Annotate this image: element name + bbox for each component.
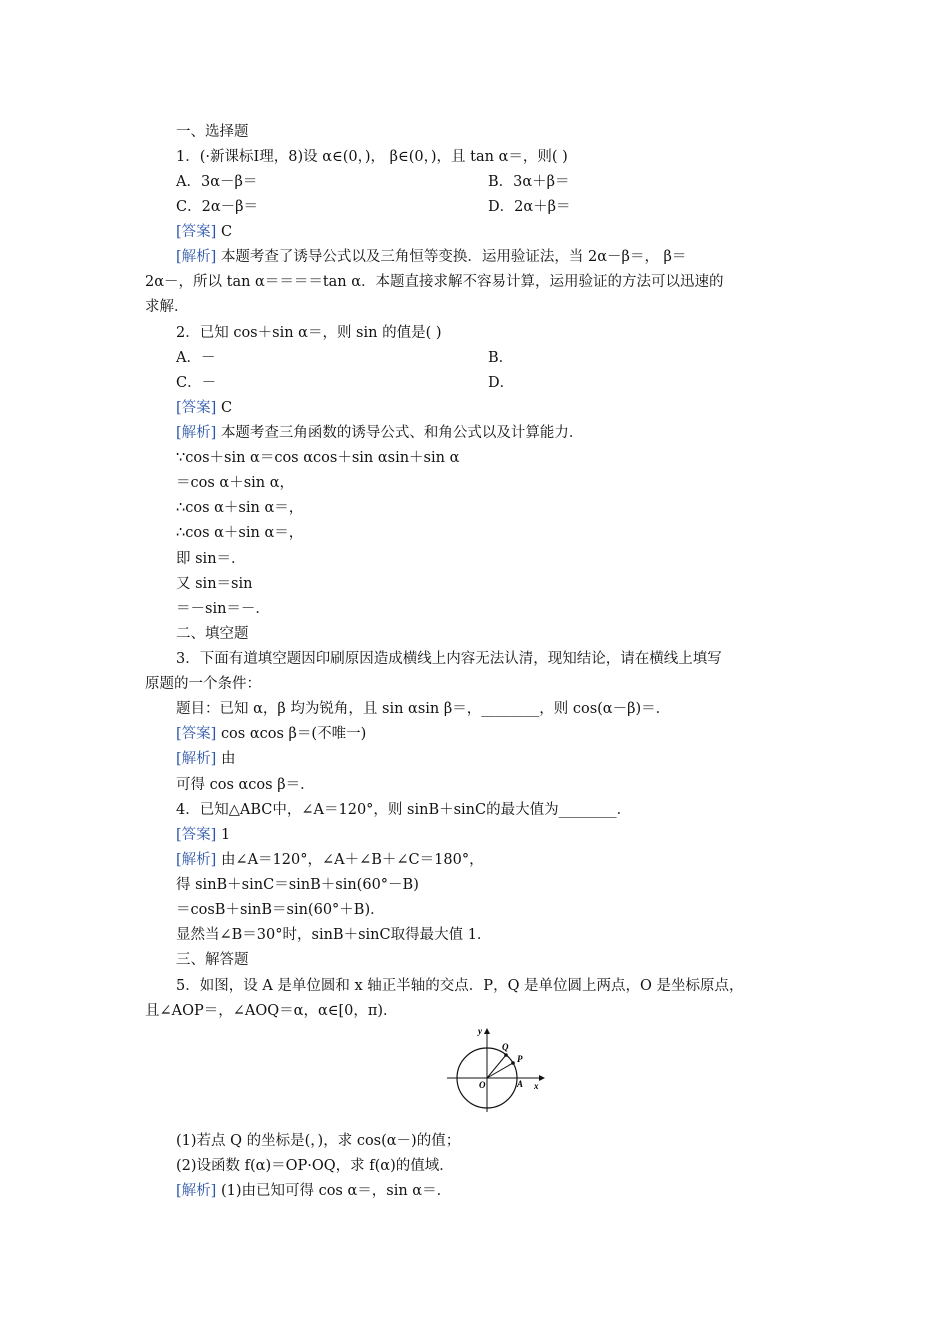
unit-circle-figure xyxy=(443,1022,549,1114)
text-line xyxy=(176,122,249,142)
text-line xyxy=(176,423,583,443)
line-text: 三、解答题 xyxy=(176,952,249,968)
point-p-label: P xyxy=(517,1054,523,1064)
line-text: 本题考查了诱导公式以及三角恒等变换．运用验证法，当 2α－β＝， β＝ xyxy=(220,249,687,265)
text-line xyxy=(488,197,571,217)
text-line xyxy=(176,147,568,167)
line-text: ＝cos α＋sin α， xyxy=(176,475,295,491)
line-text: 得 sinB＋sinC＝sinB＋sin(60°－B) xyxy=(176,877,419,893)
text-line xyxy=(176,1156,454,1176)
line-text: (1)由已知可得 cos α＝，sin α＝． xyxy=(220,1183,452,1199)
line-text: C．2α－β＝ xyxy=(176,199,258,215)
section-tag: [解析] xyxy=(176,249,217,265)
text-line xyxy=(176,724,366,744)
text-line xyxy=(145,272,724,292)
line-text: A．3α－β＝ xyxy=(176,174,258,190)
line-text: 由∠A＝120°，∠A＋∠B＋∠C＝180°， xyxy=(220,852,484,868)
text-line xyxy=(488,348,513,368)
line-text: D．2α＋β＝ xyxy=(488,199,571,215)
text-line xyxy=(176,1181,451,1201)
text-line xyxy=(176,549,246,569)
line-text: 5．如图，设 A 是单位圆和 x 轴正半轴的交点．P，Q 是单位圆上两点，O 是坐标原点， xyxy=(176,978,744,994)
line-text: B． xyxy=(488,350,514,366)
line-text: cos αcos β＝(不唯一) xyxy=(220,726,367,742)
line-text: C xyxy=(220,224,233,240)
line-text: ＝cosB＋sinB＝sin(60°＋B)． xyxy=(176,902,385,918)
line-text: (2)设函数 f(α)＝OP·OQ，求 f(α)的值域． xyxy=(176,1158,454,1174)
section-tag: [答案] xyxy=(176,400,217,416)
text-line xyxy=(145,1001,398,1021)
text-line xyxy=(145,297,189,317)
text-line xyxy=(176,950,249,970)
text-line xyxy=(176,850,484,870)
line-text: D． xyxy=(488,375,515,391)
line-text: (1)若点 Q 的坐标是(，)，求 cos(α－)的值； xyxy=(176,1133,461,1149)
line-text: 二、填空题 xyxy=(176,626,249,642)
line-text: ＝－sin＝－． xyxy=(176,601,270,617)
text-line xyxy=(176,775,315,795)
text-line xyxy=(176,624,249,644)
text-line xyxy=(176,323,442,343)
text-line xyxy=(176,875,419,895)
line-text: ∵cos＋sin α＝cos αcos＋sin αsin＋sin α xyxy=(176,450,460,466)
line-text: 1．(·新课标Ⅰ理，8)设 α∈(0，)， β∈(0，)，且 tan α＝，则( ) xyxy=(176,149,568,165)
text-line xyxy=(176,749,235,769)
line-text: 一、选择题 xyxy=(176,124,249,140)
x-axis-label: x xyxy=(534,1081,539,1091)
line-text: 可得 cos αcos β＝． xyxy=(176,777,315,793)
line-text: 4．已知△ABC中，∠A＝120°，则 sinB＋sinC的最大值为________． xyxy=(176,802,632,818)
line-text: 求解． xyxy=(145,299,189,315)
line-text: 即 sin＝． xyxy=(176,551,246,567)
text-line xyxy=(488,373,514,393)
section-tag: [答案] xyxy=(176,726,217,742)
text-line xyxy=(176,172,257,192)
text-line xyxy=(488,172,570,192)
section-tag: [解析] xyxy=(176,1183,217,1199)
text-line xyxy=(176,925,491,945)
text-line xyxy=(176,599,270,619)
origin-label: O xyxy=(479,1080,486,1090)
point-a-label: A xyxy=(517,1079,524,1089)
line-text: 由 xyxy=(220,751,236,767)
text-line xyxy=(176,398,232,418)
text-line xyxy=(176,498,303,518)
text-line xyxy=(176,574,252,594)
y-axis-label: y xyxy=(478,1026,482,1036)
text-line xyxy=(176,900,385,920)
line-text: 2．已知 cos＋sin α＝，则 sin 的值是( ) xyxy=(176,325,442,341)
text-line xyxy=(176,222,232,242)
line-text: 且∠AOP＝，∠AOQ＝α，α∈[0，π)． xyxy=(145,1003,398,1019)
line-text: C xyxy=(220,400,233,416)
line-text: A．－ xyxy=(176,350,216,366)
text-line xyxy=(176,448,459,468)
text-line xyxy=(176,373,216,393)
text-line xyxy=(145,674,261,694)
line-text: 本题考查三角函数的诱导公式、和角公式以及计算能力． xyxy=(220,425,584,441)
point-q-label: Q xyxy=(502,1042,509,1052)
text-line xyxy=(176,473,294,493)
section-tag: [解析] xyxy=(176,852,217,868)
text-line xyxy=(176,825,230,845)
line-text: B．3α＋β＝ xyxy=(488,174,570,190)
text-line xyxy=(176,348,215,368)
text-line xyxy=(176,649,722,669)
section-tag: [解析] xyxy=(176,425,217,441)
text-line xyxy=(176,247,686,267)
text-line xyxy=(176,699,670,719)
section-tag: [解析] xyxy=(176,751,217,767)
line-text: 3．下面有道填空题因印刷原因造成横线上内容无法认清，现知结论，请在横线上填写 xyxy=(176,651,722,667)
section-tag: [答案] xyxy=(176,224,217,240)
section-tag: [答案] xyxy=(176,827,217,843)
line-text: ∴cos α＋sin α＝， xyxy=(176,525,304,541)
text-line xyxy=(176,1131,460,1151)
text-line xyxy=(176,800,631,820)
line-text: 题目：已知 α，β 均为锐角，且 sin αsin β＝，________，则 cos(α－β)＝． xyxy=(176,701,671,717)
line-text: 又 sin＝sin xyxy=(176,576,253,592)
text-line xyxy=(176,523,303,543)
line-text: 显然当∠B＝30°时，sinB＋sinC取得最大值 1． xyxy=(176,927,492,943)
line-text: 原题的一个条件： xyxy=(145,676,261,692)
text-line xyxy=(176,976,744,996)
line-text: 2α－，所以 tan α＝＝＝＝tan α．本题直接求解不容易计算，运用验证的方法可以迅速的 xyxy=(145,274,724,290)
line-text: ∴cos α＋sin α＝， xyxy=(176,500,304,516)
line-text: 1 xyxy=(220,827,231,843)
text-line xyxy=(176,197,258,217)
line-text: C．－ xyxy=(176,375,217,391)
